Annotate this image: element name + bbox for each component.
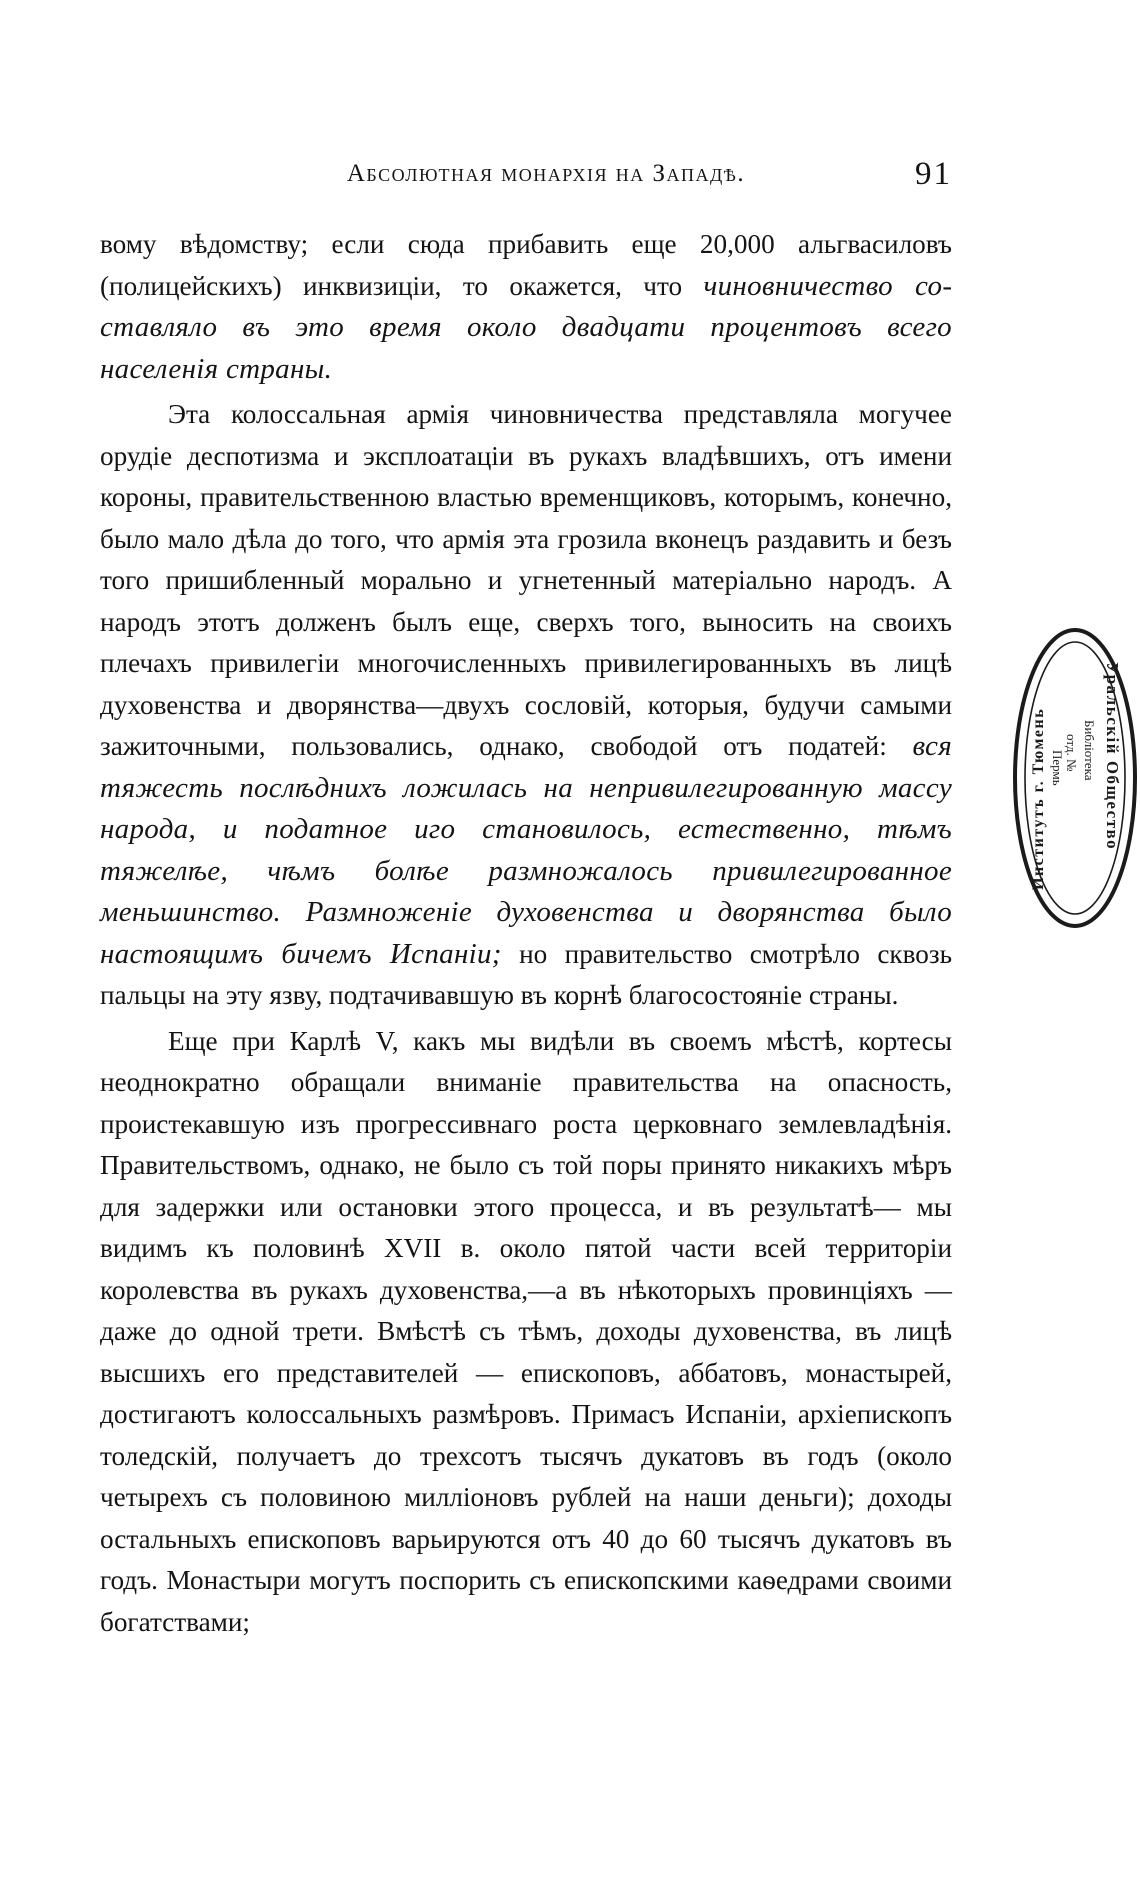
library-stamp-graphic <box>995 622 1140 934</box>
text-segment: Эта колоссальная армія чиновничества представляла могучее орудіе деспотизма и эксплоатаціи въ рукахъ владѣвшихъ, отъ имени короны, правительственною властью временщиковъ, которымъ, конечно, было мало дѣла до того, что армія эта грозила вконецъ раздавить и безъ того пришибленный морально и угнетенный матеріально народъ. А народъ этотъ долженъ былъ еще, сверхъ того, выносить на своихъ плечахъ привилегіи многочисленныхъ привилегированныхъ въ лицѣ духовенства и дворянства—двухъ сословій, которыя, будучи самыми зажиточными, пользовались, однако, свободой отъ податей: <box>100 399 952 761</box>
italic-segment: вся тяжесть послѣднихъ ложилась на непривилегированную массу народа, и податное иго становилось, естественно, тѣмъ тяжелѣе, чѣмъ болѣе размножалось привилегированное меньшинство. Размноженіе духовенства и дворянства было настоящимъ бичемъ Испаніи; <box>100 730 952 970</box>
stamp-inner-text-2: отд. № <box>1064 734 1079 772</box>
text-segment: но правительство смотрѣло сквозь пальцы на эту язву, подтачивавшую въ корнѣ благосостояніе страны. <box>100 938 952 1010</box>
text-segment: вому вѣдомству; если сюда прибавить еще 20,000 альгвасиловъ (полицейскихъ) инквизиціи, то окажется, что <box>100 229 952 301</box>
stamp-inner-text-1: Библіотека <box>1082 720 1097 781</box>
running-title: Абсолютная монархія на Западѣ. <box>346 160 746 187</box>
paragraph-1 <box>100 224 952 390</box>
italic-segment: чиновничество составляло въ это время около двадцати процентовъ всего населенія страны. <box>100 269 952 385</box>
body-text <box>100 224 952 1643</box>
stamp-inner-text-3: Пермь <box>1050 750 1065 786</box>
stamp-outer-text: Уральскій Общество <box>1103 662 1122 851</box>
text-segment: Еще при Карлѣ V, какъ мы видѣли въ своемъ мѣстѣ, кортесы неоднократно обращали вниманіе правительства на опасность, проистекавшую изъ прогрессивнаго роста церковнаго землевладѣнія. Правительствомъ, однако, не было съ той поры принято никакихъ мѣръ для задержки или остановки этого процесса, и въ результатѣ— мы видимъ къ половинѣ XVII в. около пятой части всей территоріи королевства въ рукахъ духовенства,—а въ нѣкоторыхъ провинціяхъ — даже до одной трети. Вмѣстѣ съ тѣмъ, доходы духовенства, въ лицѣ высшихъ его представителей — епископовъ, аббатовъ, монастырей, достигаютъ колоссальныхъ размѣровъ. Примасъ Испаніи, архіепископъ толедскій, получаетъ до трехсотъ тысячъ дукатовъ въ годъ (около четырехъ съ половиною милліоновъ рублей на наши деньги); доходы остальныхъ епископовъ варьируются отъ 40 до 60 тысячъ дукатовъ въ годъ. Монастыри могутъ поспорить съ епископскими каѳедрами своими богатствами; <box>100 1025 952 1637</box>
page-number: 91 <box>915 156 952 192</box>
stamp-left-text: Институтъ г. Тюмень <box>1030 707 1047 890</box>
library-stamp <box>995 622 1140 934</box>
paragraph-3 <box>100 1021 952 1644</box>
running-head <box>100 158 952 198</box>
paragraph-2 <box>100 394 952 1017</box>
